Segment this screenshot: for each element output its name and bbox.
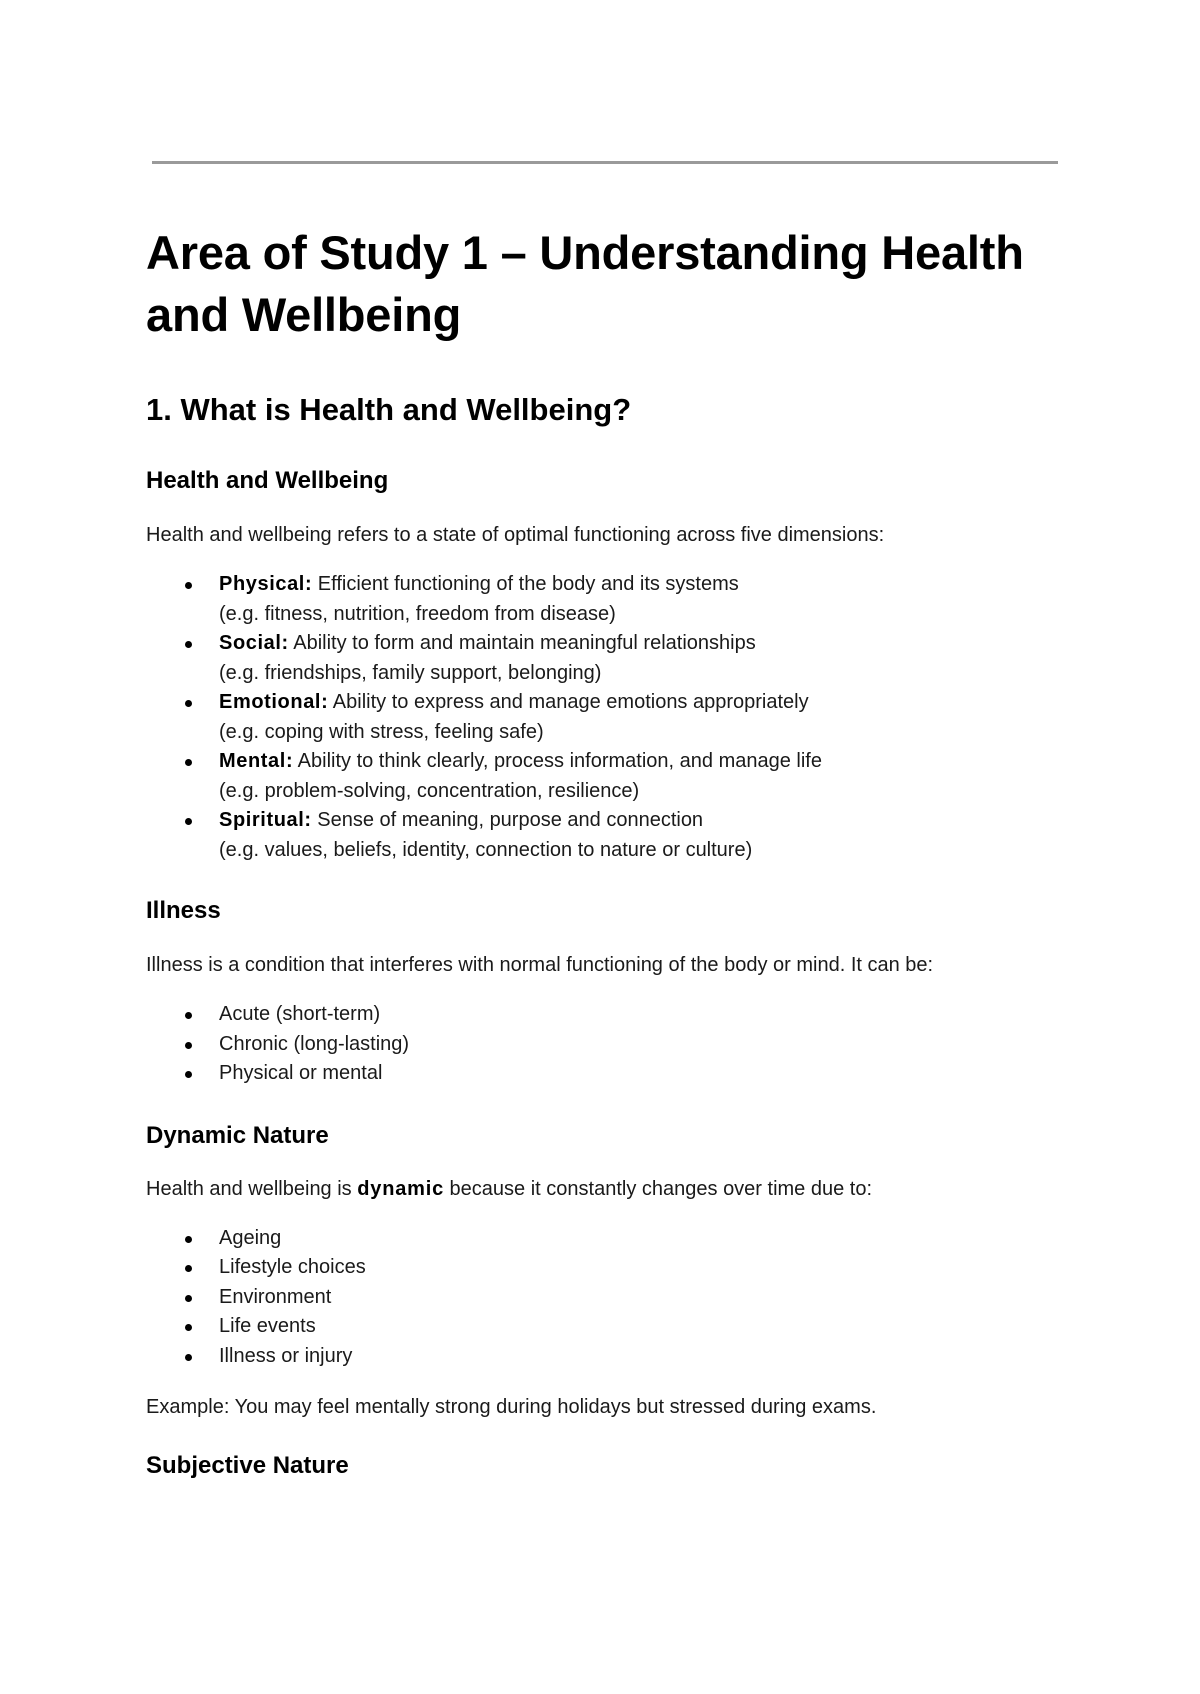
illness-item: Physical or mental [219,1062,383,1084]
bullet-icon [185,1236,192,1243]
dynamic-intro-bold: dynamic [357,1177,444,1200]
list-item [146,1030,1066,1060]
dimension-description: Ability to express and manage emotions appropriately [328,691,809,713]
heading-subjective-nature: Subjective Nature [146,1452,349,1479]
dimension-term: Spiritual: [219,809,312,831]
bullet-icon [185,1012,192,1019]
dynamic-nature-intro [146,1175,1066,1204]
illness-intro: Illness is a condition that interferes with normal functioning of the body or mind. It can be: [146,954,934,976]
health-wellbeing-intro: Health and wellbeing refers to a state of optimal functioning across five dimensions: [146,524,885,546]
list-item [146,1283,1066,1313]
illness-item: Chronic (long-lasting) [219,1032,410,1055]
list-item [146,1000,1066,1030]
dimension-term: Social: [219,632,289,654]
dimension-description: Efficient functioning of the body and its systems [312,573,739,595]
dimension-description: Ability to think clearly, process information, and manage life [293,750,822,772]
dimension-example: (e.g. problem-solving, concentration, resilience) [219,779,640,802]
dimension-example: (e.g. fitness, nutrition, freedom from disease) [219,602,616,625]
list-item-emotional [146,688,1066,747]
dimension-example: (e.g. coping with stress, feeling safe) [219,720,544,743]
illness-list [146,1000,1066,1089]
list-item [146,1253,1066,1283]
dimension-description: Sense of meaning, purpose and connection [311,809,704,831]
dynamic-factor: Life events [219,1315,316,1337]
heading-dynamic-nature: Dynamic Nature [146,1121,329,1149]
bullet-icon [185,818,192,825]
bullet-icon [185,641,192,648]
dynamic-intro-after: because it constantly changes over time due to: [444,1177,873,1200]
heading-illness: Illness [146,897,221,924]
bullet-icon [185,582,192,589]
dynamic-factor: Lifestyle choices [219,1256,366,1278]
list-item-mental [146,747,1066,806]
bullet-icon [185,1071,192,1078]
dimension-description: Ability to form and maintain meaningful relationships [288,632,756,654]
horizontal-rule [152,161,1058,164]
dynamic-factor: Ageing [219,1226,282,1249]
dynamic-factors-list [146,1224,1066,1372]
dynamic-factor: Environment [219,1285,332,1308]
document-title: Area of Study 1 – Understanding Health and Wellbeing [146,226,1024,341]
list-item [146,1059,1066,1089]
list-item-physical [146,570,1066,629]
bullet-icon [185,700,192,707]
illness-item: Acute (short-term) [219,1003,381,1025]
dimension-term: Mental: [219,750,294,772]
bullet-icon [185,1354,192,1361]
bullet-icon [185,1042,192,1049]
dynamic-factor: Illness or injury [219,1344,353,1367]
bullet-icon [185,1265,192,1272]
dimension-example: (e.g. friendships, family support, belonging) [219,661,602,684]
dimension-example: (e.g. values, beliefs, identity, connection to nature or culture) [219,838,753,861]
dimension-term: Physical: [219,573,313,595]
list-item [146,1342,1066,1372]
list-item [146,1312,1066,1342]
list-item-spiritual [146,806,1066,865]
heading-health-and-wellbeing: Health and Wellbeing [146,467,389,494]
bullet-icon [185,1295,192,1302]
dimension-term: Emotional: [219,691,329,713]
list-item [146,1224,1066,1254]
section-heading: 1. What is Health and Wellbeing? [146,392,632,427]
bullet-icon [185,1324,192,1331]
bullet-icon [185,759,192,766]
document-content [146,222,1066,1481]
dimensions-list [146,570,1066,865]
dynamic-intro-before: Health and wellbeing is [146,1177,358,1200]
dynamic-example: Example: You may feel mentally strong during holidays but stressed during exams. [146,1396,877,1418]
list-item-social [146,629,1066,688]
